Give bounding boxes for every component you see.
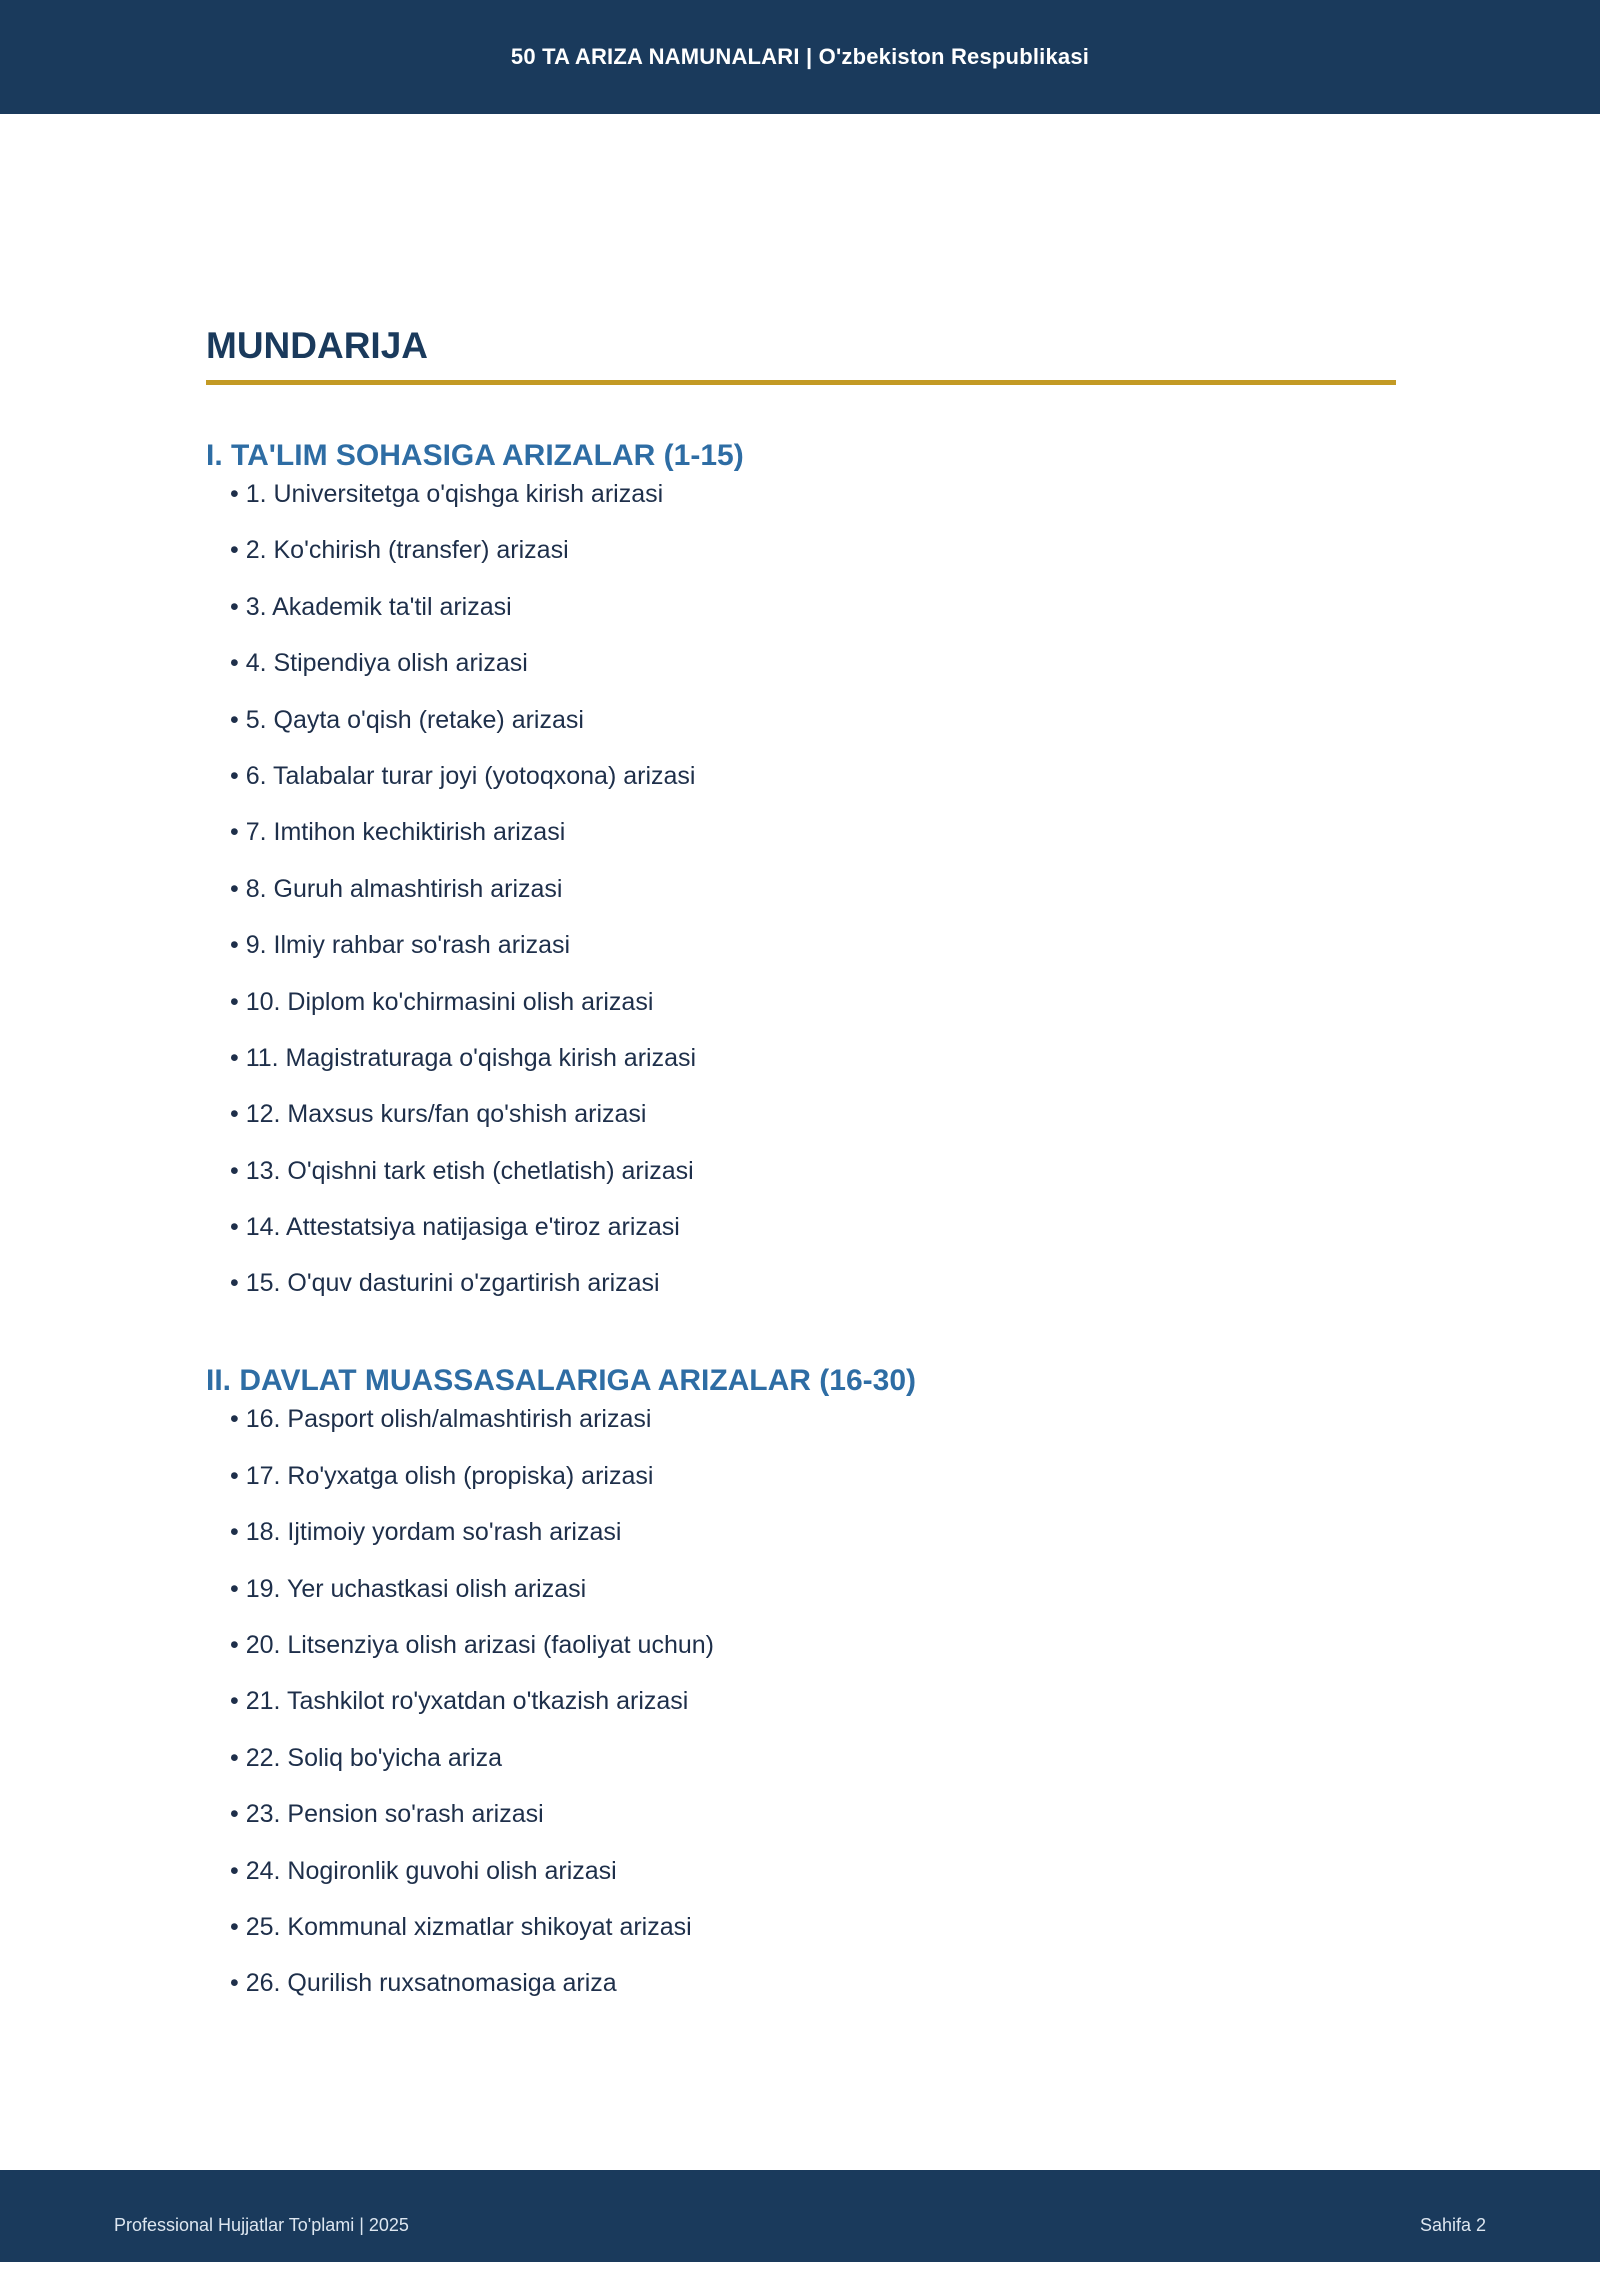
footer-collection-label: Professional Hujjatlar To'plami | 2025	[114, 2215, 409, 2235]
list-item: • 17. Ro'yxatga olish (propiska) arizasi	[230, 1461, 654, 1490]
list-item: • 25. Kommunal xizmatlar shikoyat arizasi	[230, 1912, 692, 1941]
list-item: • 2. Ko'chirish (transfer) arizasi	[230, 536, 569, 565]
list-item: • 21. Tashkilot ro'yxatdan o'tkazish arizasi	[230, 1687, 689, 1716]
list-item: • 9. Ilmiy rahbar so'rash arizasi	[230, 931, 571, 960]
list-item: • 11. Magistraturaga o'qishga kirish arizasi	[230, 1043, 697, 1072]
list-item: • 6. Talabalar turar joyi (yotoqxona) arizasi	[230, 761, 696, 790]
list-item: • 4. Stipendiya olish arizasi	[230, 649, 528, 678]
section-title: I. TA'LIM SOHASIGA ARIZALAR (1-15)	[206, 439, 744, 472]
page-number: Sahifa 2	[1419, 2215, 1486, 2235]
list-item: • 3. Akademik ta'til arizasi	[230, 592, 512, 621]
list-item: • 5. Qayta o'qish (retake) arizasi	[230, 705, 584, 734]
list-item: • 24. Nogironlik guvohi olish arizasi	[230, 1856, 617, 1885]
list-item: • 14. Attestatsiya natijasiga e'tiroz arizasi	[230, 1213, 680, 1242]
list-item: • 26. Qurilish ruxsatnomasiga ariza	[230, 1969, 617, 1998]
list-item: • 16. Pasport olish/almashtirish arizasi	[230, 1405, 652, 1434]
section-list	[206, 477, 1396, 1300]
list-item: • 13. O'qishni tark etish (chetlatish) arizasi	[230, 1156, 694, 1185]
list-item: • 10. Diplom ko'chirmasini olish arizasi	[230, 987, 654, 1016]
list-item: • 7. Imtihon kechiktirish arizasi	[230, 818, 566, 847]
header-title: 50 TA ARIZA NAMUNALARI | O'zbekiston Respublikasi	[510, 44, 1090, 69]
toc-section-education	[206, 437, 1396, 1300]
section-title: II. DAVLAT MUASSASALARIGA ARIZALAR (16-30)	[206, 1364, 917, 1398]
list-item: • 22. Soliq bo'yicha ariza	[230, 1743, 503, 1772]
list-item: • 23. Pension so'rash arizasi	[230, 1800, 544, 1829]
list-item: • 19. Yer uchastkasi olish arizasi	[230, 1574, 587, 1603]
list-item: • 1. Universitetga o'qishga kirish arizasi	[230, 480, 664, 508]
toc-title: MUNDARIJA	[206, 325, 428, 366]
section-list	[206, 1402, 1396, 2000]
list-item: • 12. Maxsus kurs/fan qo'shish arizasi	[230, 1100, 647, 1129]
toc-section-government	[206, 1362, 1396, 2000]
page-footer	[0, 2170, 1600, 2262]
toc-divider	[206, 380, 1396, 385]
list-item: • 20. Litsenziya olish arizasi (faoliyat uchun)	[230, 1631, 714, 1660]
toc-content	[206, 318, 1396, 2023]
page-header	[0, 0, 1600, 114]
list-item: • 15. O'quv dasturini o'zgartirish arizasi	[230, 1269, 660, 1298]
list-item: • 18. Ijtimoiy yordam so'rash arizasi	[230, 1518, 622, 1547]
list-item: • 8. Guruh almashtirish arizasi	[230, 874, 563, 903]
